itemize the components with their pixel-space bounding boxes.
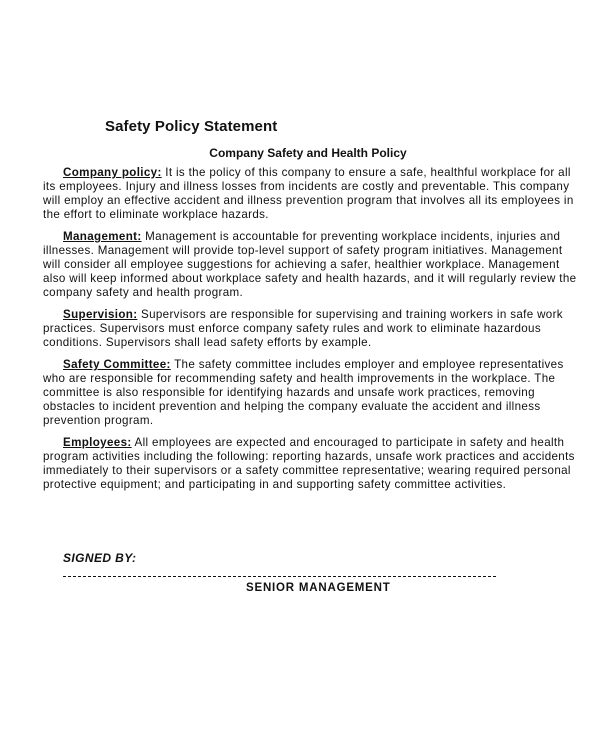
policy-body (43, 166, 577, 500)
paragraph-text: Management is accountable for preventing workplace incidents, injuries and illnesses. Management will provide top-level support of safety program initiatives. Management will consider all employee suggestions for achieving a safer, healthier workplace. Management also will keep informed about workplace safety and health hazards, and it will regularly review the company safety and health program. (43, 230, 577, 299)
document-subtitle: Company Safety and Health Policy (209, 146, 407, 160)
document-title: Safety Policy Statement (105, 118, 278, 135)
paragraph-term: Safety Committee: (63, 358, 171, 371)
policy-paragraph-employees (43, 436, 577, 492)
policy-paragraph-safety-committee (43, 358, 577, 428)
paragraph-term: Management: (63, 230, 142, 243)
paragraph-text: The safety committee includes employer and employee representatives who are responsible for recommending safety and health improvements in the workplace. The committee is also responsible for identifying hazards and unsafe work practices, removing obstacles to incident prevention and helping the company evaluate the accident and illness prevention program. (43, 358, 564, 427)
paragraph-text: All employees are expected and encouraged to participate in safety and health program activities including the following: reporting hazards, unsafe work practices and accidents immediately to their supervisors or a safety committee representative; wearing required personal protective equipment; and participating in and supporting safety committee activities. (43, 436, 575, 491)
policy-paragraph-company (43, 166, 577, 222)
paragraph-term: Supervision: (63, 308, 138, 321)
signed-by-label: SIGNED BY: (63, 551, 137, 565)
paragraph-text: It is the policy of this company to ensure a safe, healthful workplace for all its employees. Injury and illness losses from incidents are costly and preventable. This company will employ an effective accident and illness prevention program that involves all its employees in the effort to eliminate workplace hazards. (43, 166, 574, 221)
paragraph-term: Employees: (63, 436, 132, 449)
policy-paragraph-supervision (43, 308, 577, 350)
signature-line (63, 576, 496, 577)
paragraph-text: Supervisors are responsible for supervising and training workers in safe work practices. Supervisors must enforce company safety rules and work to eliminate hazardous conditions. Supervisors shall lead safety efforts by example. (43, 308, 563, 349)
policy-paragraph-management (43, 230, 577, 300)
paragraph-term: Company policy: (63, 166, 162, 179)
signer-name: SENIOR MANAGEMENT (246, 582, 391, 594)
